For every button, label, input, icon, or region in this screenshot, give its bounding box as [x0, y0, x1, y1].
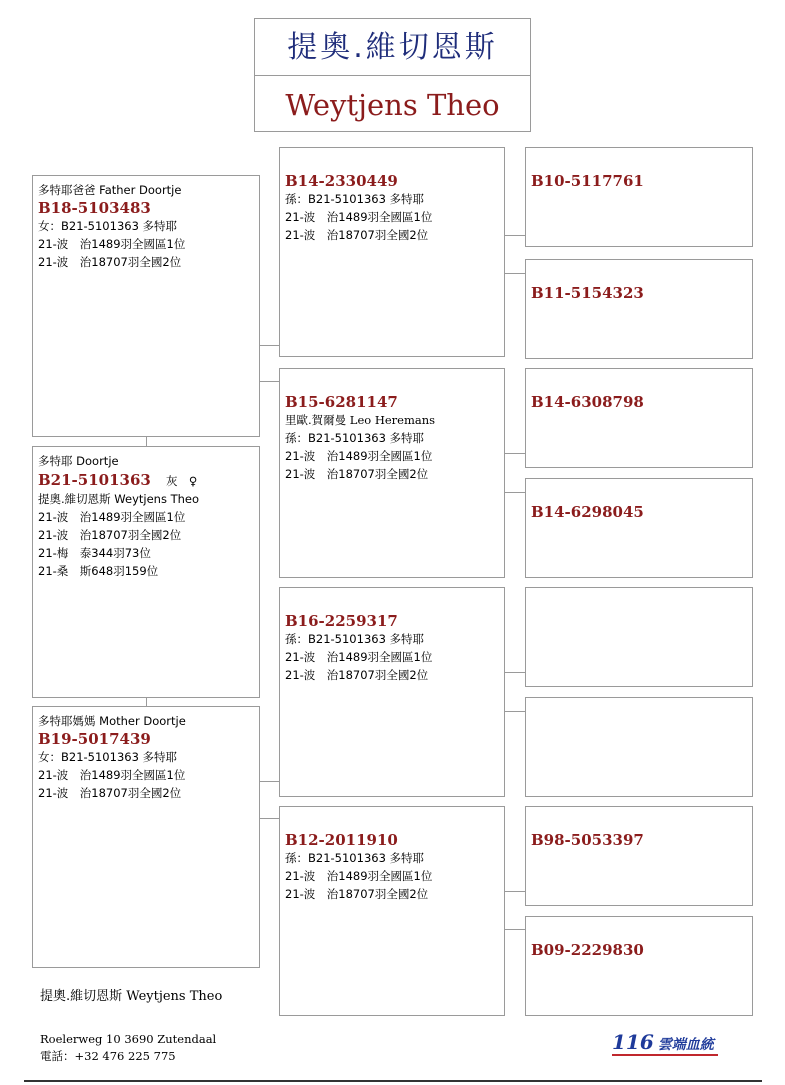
- logo-number: 116: [612, 1030, 654, 1054]
- connector-line: [505, 929, 525, 930]
- connector-line: [146, 437, 147, 446]
- breeder-name: 提奧.維切恩斯 Weytjens Theo: [40, 989, 223, 1004]
- great-grandparent-card: [525, 259, 753, 359]
- grandparent-line: 孫：B21-5101363 多特耶: [285, 431, 425, 445]
- great-grandparent-card: [525, 916, 753, 1016]
- grandparent-line: 21-波 治18707羽全國2位: [285, 228, 429, 242]
- dam-line: 21-波 治18707羽全國2位: [38, 786, 182, 800]
- dam-ring: B19-5017439: [38, 730, 151, 748]
- connector-line: [505, 492, 525, 493]
- title-english: Weytjens Theo: [285, 88, 500, 122]
- sire-line: 21-波 治1489羽全國區1位: [38, 237, 186, 251]
- grandparent-line: 里歐.賀爾曼 Leo Heremans: [285, 413, 436, 427]
- subject-line: 21-桑 斯648羽159位: [38, 564, 159, 578]
- brand-logo: [612, 1030, 722, 1058]
- connector-line: [505, 672, 525, 673]
- breeder-phone: 電話：+32 476 225 775: [40, 1049, 176, 1063]
- connector-line: [505, 235, 525, 236]
- grandparent-card: [279, 368, 505, 578]
- sire-ring: B18-5103483: [38, 199, 151, 217]
- connector-line: [505, 273, 525, 274]
- title-chinese: 提奧.維切恩斯: [287, 30, 498, 65]
- subject-line: 提奧.維切恩斯 Weytjens Theo: [38, 492, 200, 506]
- title-divider: [255, 75, 530, 76]
- connector-line: [260, 381, 279, 382]
- subject-card: [32, 446, 260, 698]
- grandparent-ring: B14-2330449: [285, 172, 398, 190]
- connector-line: [505, 711, 525, 712]
- great-grandparent-ring: B10-5117761: [531, 172, 644, 190]
- great-grandparent-card: [525, 806, 753, 906]
- dam-line: 女：B21-5101363 多特耶: [38, 750, 178, 764]
- logo-text: 雲端血統: [657, 1037, 714, 1053]
- grandparent-line: 孫：B21-5101363 多特耶: [285, 851, 425, 865]
- great-grandparent-ring: B98-5053397: [531, 831, 644, 849]
- grandparent-line: 21-波 治18707羽全國2位: [285, 467, 429, 481]
- connector-line: [505, 891, 525, 892]
- subject-line: 21-波 治1489羽全國區1位: [38, 510, 186, 524]
- grandparent-line: 孫：B21-5101363 多特耶: [285, 192, 425, 206]
- dam-card: [32, 706, 260, 968]
- grandparent-line: 21-波 治18707羽全國2位: [285, 668, 429, 682]
- bottom-rule: [24, 1080, 762, 1082]
- breeder-address: Roelerweg 10 3690 Zutendaal: [40, 1032, 217, 1046]
- grandparent-ring: B16-2259317: [285, 612, 398, 630]
- grandparent-line: 21-波 治1489羽全國區1位: [285, 210, 433, 224]
- great-grandparent-ring: B14-6298045: [531, 503, 644, 521]
- grandparent-line: 21-波 治18707羽全國2位: [285, 887, 429, 901]
- subject-line: 21-波 治18707羽全國2位: [38, 528, 182, 542]
- grandparent-ring: B12-2011910: [285, 831, 398, 849]
- grandparent-line: 21-波 治1489羽全國區1位: [285, 650, 433, 664]
- grandparent-ring: B15-6281147: [285, 393, 398, 411]
- great-grandparent-ring: B14-6308798: [531, 393, 644, 411]
- subject-color-sex: 灰 ♀: [165, 474, 198, 488]
- connector-line: [146, 698, 147, 706]
- grandparent-card: [279, 147, 505, 357]
- sire-label: 多特耶爸爸 Father Doortje: [38, 183, 182, 197]
- sire-line: 女：B21-5101363 多特耶: [38, 219, 178, 233]
- connector-line: [260, 345, 279, 346]
- dam-label: 多特耶媽媽 Mother Doortje: [38, 714, 186, 728]
- great-grandparent-ring: B09-2229830: [531, 941, 644, 959]
- sire-card: [32, 175, 260, 437]
- great-grandparent-card: [525, 587, 753, 687]
- pedigree-title: [254, 18, 531, 132]
- great-grandparent-ring: B11-5154323: [531, 284, 644, 302]
- connector-line: [260, 818, 279, 819]
- grandparent-line: 孫：B21-5101363 多特耶: [285, 632, 425, 646]
- connector-line: [260, 781, 279, 782]
- subject-ring: B21-5101363: [38, 471, 151, 489]
- great-grandparent-card: [525, 368, 753, 468]
- grandparent-card: [279, 806, 505, 1016]
- great-grandparent-card: [525, 697, 753, 797]
- subject-line: 21-梅 泰344羽73位: [38, 546, 151, 560]
- great-grandparent-card: [525, 478, 753, 578]
- dam-line: 21-波 治1489羽全國區1位: [38, 768, 186, 782]
- grandparent-line: 21-波 治1489羽全國區1位: [285, 869, 433, 883]
- sire-line: 21-波 治18707羽全國2位: [38, 255, 182, 269]
- great-grandparent-card: [525, 147, 753, 247]
- subject-label: 多特耶 Doortje: [38, 454, 119, 468]
- grandparent-card: [279, 587, 505, 797]
- logo-underline: [612, 1054, 718, 1056]
- grandparent-line: 21-波 治1489羽全國區1位: [285, 449, 433, 463]
- connector-line: [505, 453, 525, 454]
